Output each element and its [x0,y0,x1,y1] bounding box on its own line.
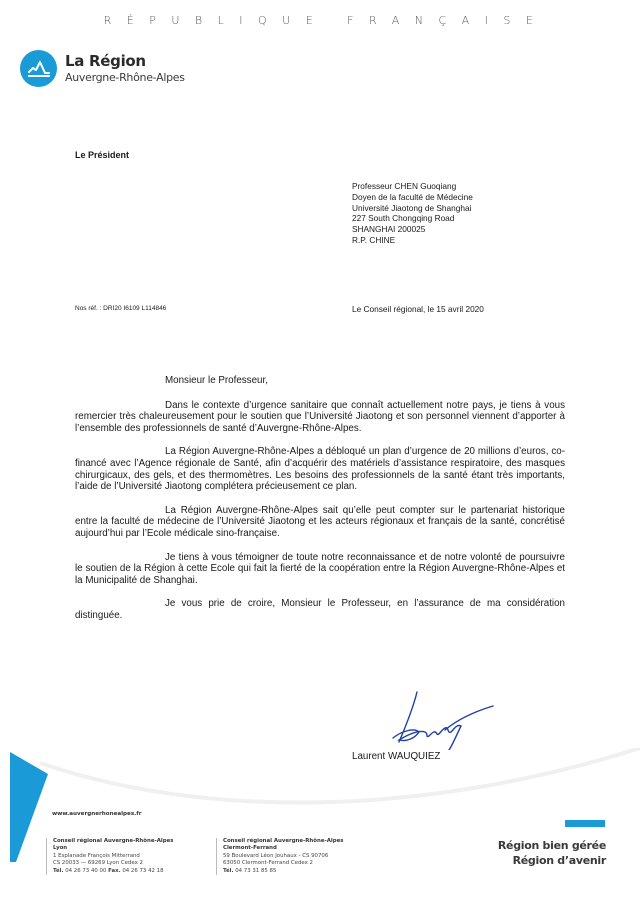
office-address: CS 20033 — 69269 Lyon Cedex 2 [53,860,143,867]
footer-blue-triangle [10,752,50,862]
recipient-line: Université Jiaotong de Shanghai [352,202,472,213]
date-line: Le Conseil régional, le 15 avril 2020 [352,304,484,314]
mountain-logo-icon [20,50,57,87]
office-name: Conseil régional Auvergne-Rhône-Alpes [223,838,344,844]
republique-francaise-header: RÉPUBLIQUE FRANÇAISE [103,14,549,27]
paragraph: Je vous prie de croire, Monsieur le Professeur, en l’assurance de ma considération distinguée. [75,598,565,621]
paragraph: Je tiens à vous témoigner de toute notre reconnaissance et de notre volonté de poursuivre le soutien de la Région à cette Ecole qui fait la fierté de la coopération entre la Région Auvergne-Rhône-Alpes et la Municipalité de Shanghai. [75,551,565,586]
recipient-line: SHANGHAI 200025 [352,224,426,235]
logo-subtitle: Auvergne-Rhône-Alpes [65,71,185,84]
sender-title: Le Président [75,150,130,160]
office-address: 1 Esplanade François Mitterrand [53,852,140,859]
recipient-line: Professeur CHEN Guoqiang [352,181,457,191]
footer-wave-decoration [0,748,640,818]
signature-icon [385,690,495,750]
logo-title: La Région [65,52,146,70]
office-name: Conseil régional Auvergne-Rhône-Alpes [53,838,174,844]
website-link[interactable]: www.auvergnerhonealpes.fr [52,811,142,817]
office-clermont [216,838,343,875]
office-address: 59 Boulevard Léon Jouhaux - CS 90706 [223,852,329,859]
reference-number: Nos réf. : DRI20 I6109 L114846 [75,305,167,312]
recipient-line: Doyen de la faculté de Médecine [352,191,473,202]
office-phone: Tél. 04 73 31 85 85 [223,867,277,874]
slogan-accent-bar [565,820,605,827]
office-city: Clermont-Ferrand [223,845,277,852]
letter-body [75,375,565,634]
paragraph: Dans le contexte d’urgence sanitaire que connaît actuellement notre pays, je tiens à vous remercier très chaleureusement pour le soutien que l’Université Jiaotong et son personnel viennent d’apporter à l’ensemble des professionnels de santé d’Auvergne-Rhône-Alpes. [75,399,565,434]
paragraph: La Région Auvergne-Rhône-Alpes a débloqué un plan d’urgence de 20 millions d’euros, co-financé avec l’Agence régionale de Santé, afin d’acquérir des matériels d’assistance respiratoire, des masques chirurgicaux, des gels, et des thermomètres. Les besoins des professionnels de la santé étant très importants, l’aide de l’Université Jiaotong complétera précieusement ce plan. [75,446,565,493]
slogan [498,838,606,868]
region-logo [20,50,185,87]
recipient-line: 227 South Chongqing Road [352,213,455,224]
recipient-address [352,181,473,246]
office-phone: Tél. 04 26 73 40 00 Fax. 04 26 73 42 18 [53,867,164,874]
office-city: Lyon [53,845,68,852]
office-address: 63050 Clermont-Ferrand Cedex 2 [223,860,313,867]
slogan-line: Région d’avenir [512,854,606,867]
salutation: Monsieur le Professeur, [165,375,268,386]
paragraph: La Région Auvergne-Rhône-Alpes sait qu’elle peut compter sur le partenariat historique entre la faculté de médecine de l’Université Jiaotong et les acteurs régionaux et français de la santé, concrétisé aujourd’hui par l’Ecole médicale sino-française. [75,504,565,539]
recipient-line: R.P. CHINE [352,234,396,245]
slogan-line: Région bien gérée [497,839,606,852]
office-lyon [46,838,173,875]
signer-name: Laurent WAUQUIEZ [352,751,441,762]
